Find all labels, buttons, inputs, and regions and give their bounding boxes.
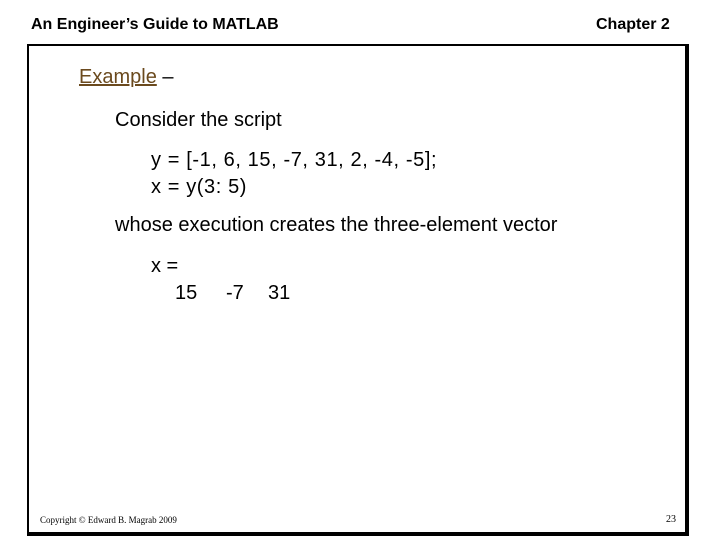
- example-dash: –: [156, 66, 174, 88]
- intro-text: Consider the script: [115, 109, 282, 131]
- output-label: x =: [151, 255, 179, 277]
- result-text: whose execution creates the three-element vector: [115, 214, 558, 236]
- chapter-label: Chapter 2: [596, 16, 670, 33]
- example-heading: [79, 66, 174, 89]
- code-line-1: y = [-1, 6, 15, -7, 31, 2, -4, -5];: [151, 149, 438, 171]
- book-title: An Engineer’s Guide to MATLAB: [31, 16, 279, 33]
- example-label: Example: [79, 66, 157, 88]
- output-value: -7: [226, 282, 244, 304]
- output-value: 15: [175, 282, 198, 304]
- code-line-2: x = y(3: 5): [151, 176, 248, 198]
- copyright-text: Copyright © Edward B. Magrab 2009: [40, 515, 177, 525]
- output-value: 31: [268, 282, 291, 304]
- page-number: 23: [666, 514, 676, 525]
